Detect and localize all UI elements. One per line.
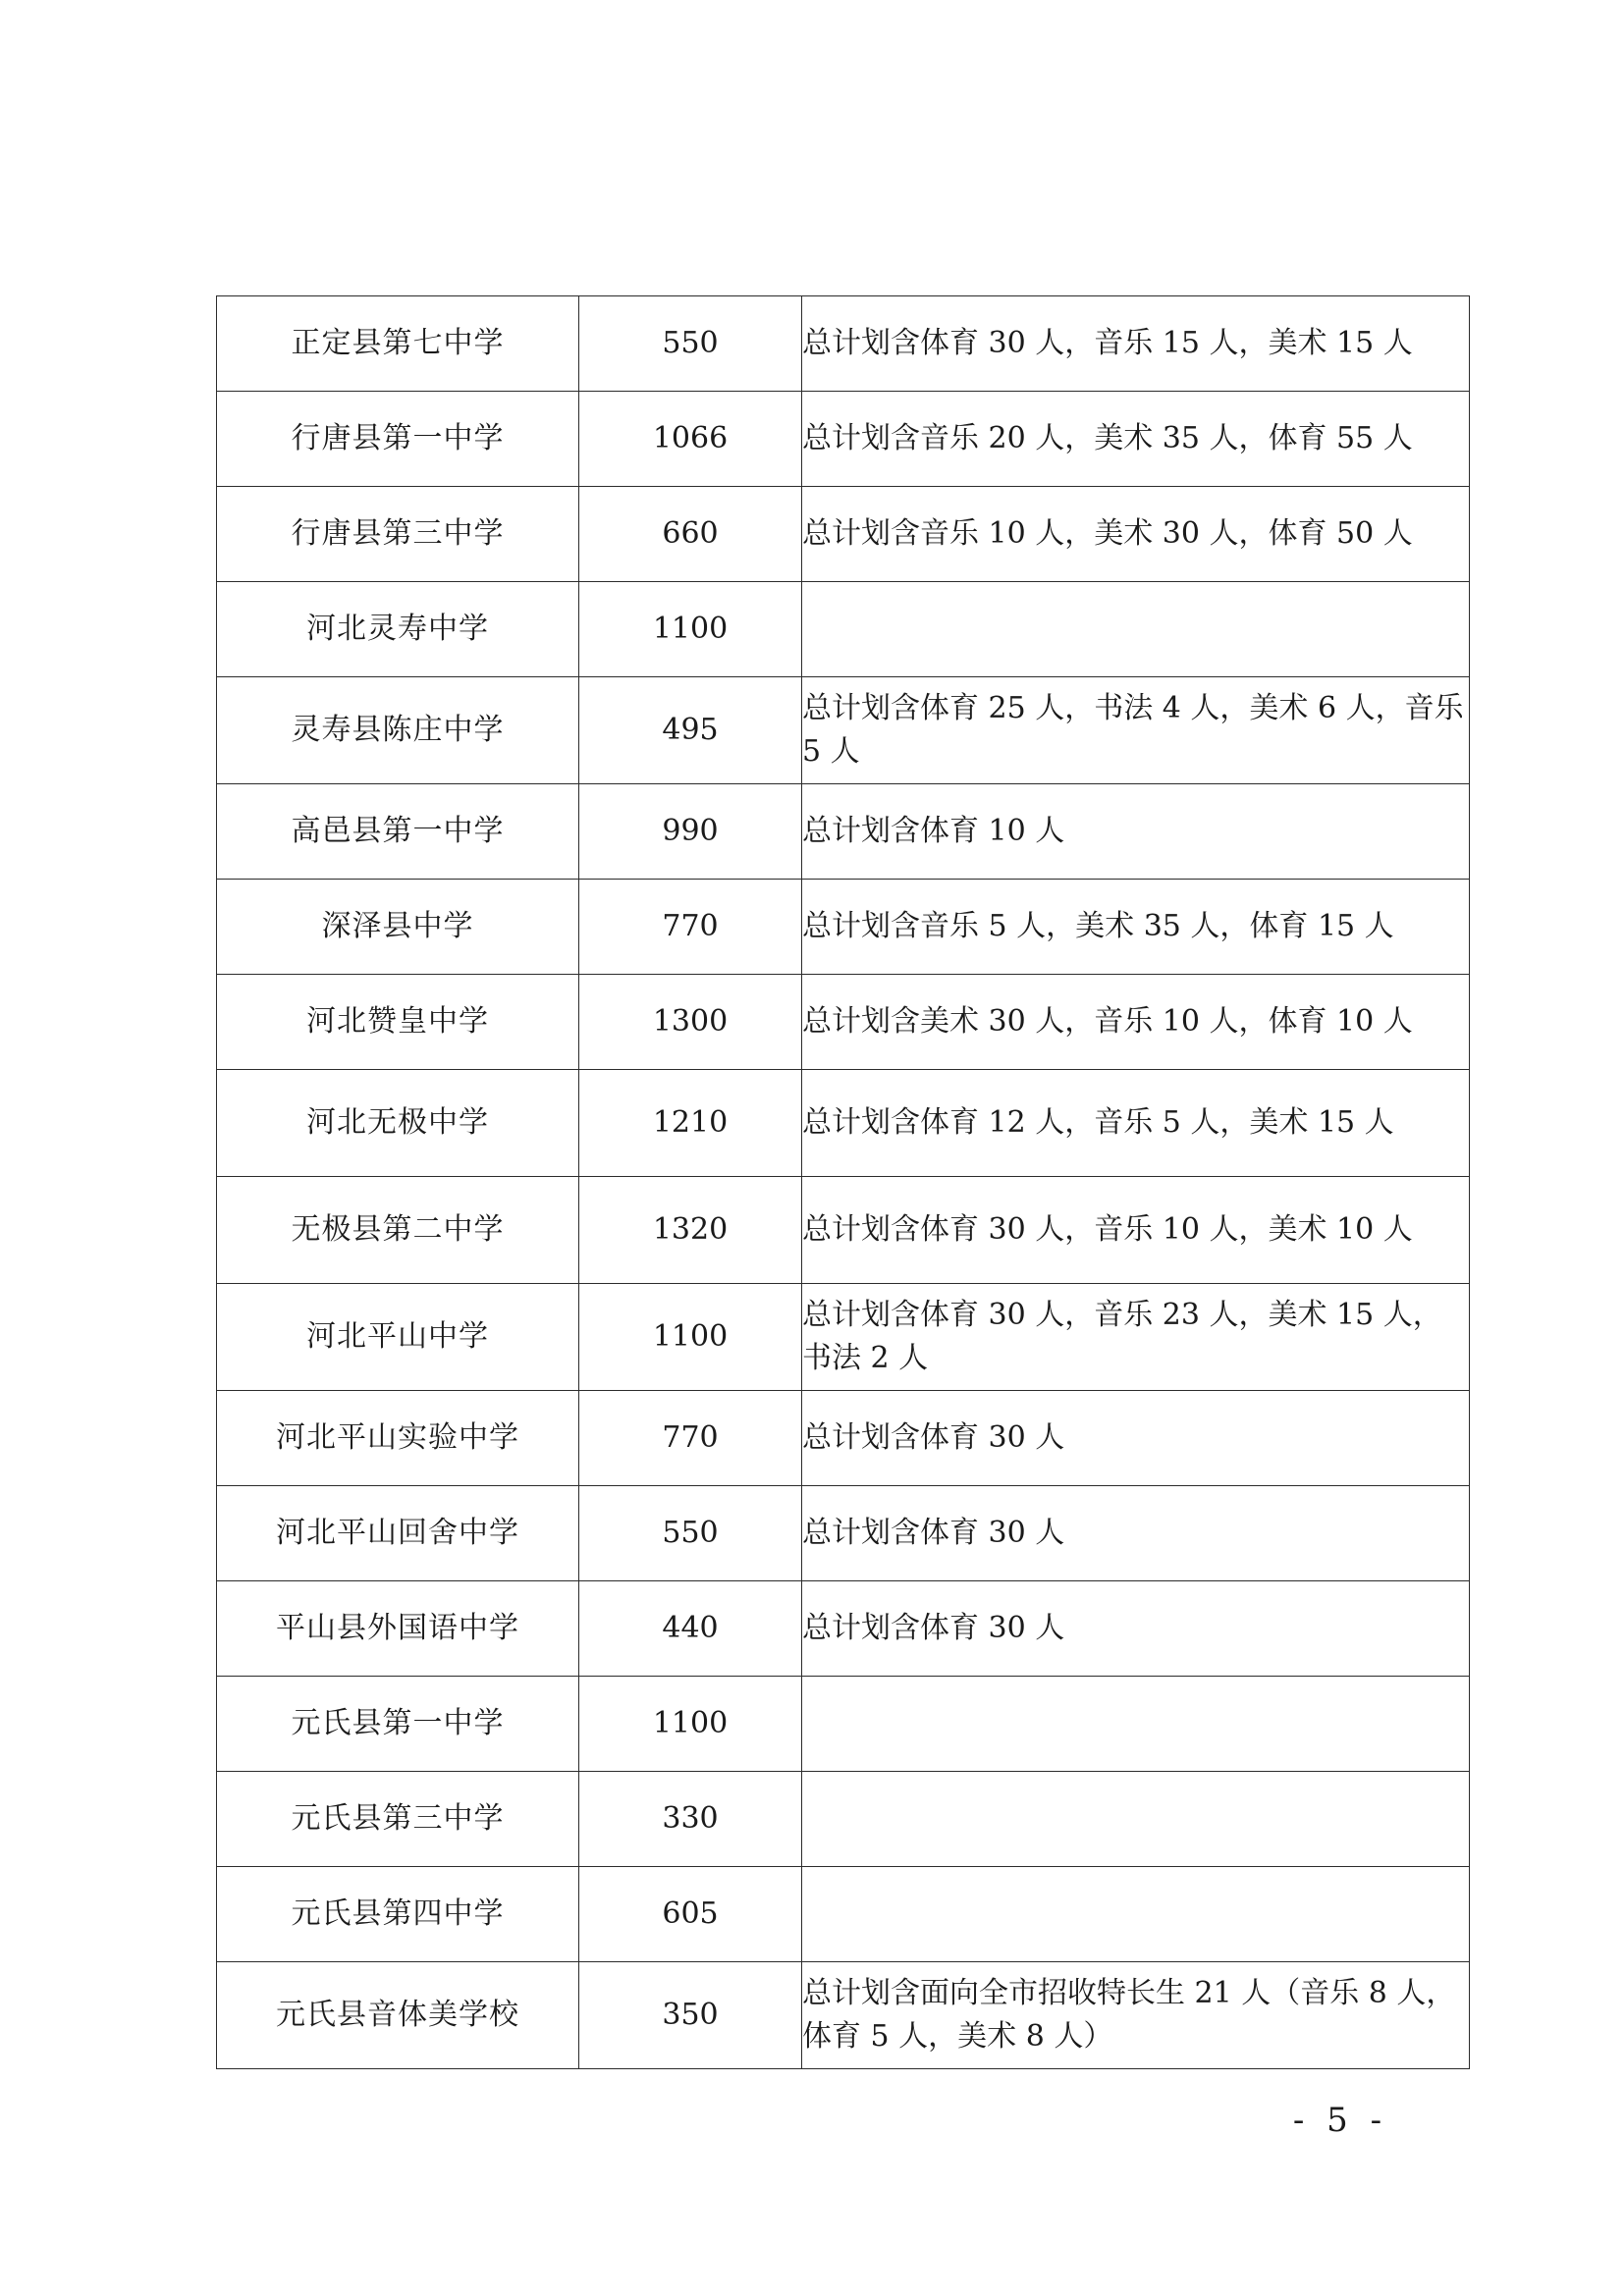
enrollment-count: 1210 [579,1070,802,1177]
table-row [217,1677,1470,1772]
remark: 总计划含音乐 20 人，美术 35 人，体育 55 人 [802,392,1470,487]
table-row [217,1391,1470,1486]
remark: 总计划含体育 30 人，音乐 15 人，美术 15 人 [802,296,1470,392]
remark: 总计划含体育 12 人，音乐 5 人，美术 15 人 [802,1070,1470,1177]
table-row [217,880,1470,975]
school-name: 河北赞皇中学 [217,975,579,1070]
enrollment-count: 770 [579,880,802,975]
remark: 总计划含体育 30 人 [802,1486,1470,1581]
enrollment-count: 495 [579,677,802,784]
remark: 总计划含音乐 10 人，美术 30 人，体育 50 人 [802,487,1470,582]
enrollment-count: 1100 [579,1284,802,1391]
table-row [217,677,1470,784]
enrollment-count: 350 [579,1962,802,2069]
remark: 总计划含面向全市招收特长生 21 人（音乐 8 人，体育 5 人，美术 8 人） [802,1962,1470,2069]
remark [802,1772,1470,1867]
enrollment-count: 1300 [579,975,802,1070]
enrollment-count: 660 [579,487,802,582]
remark: 总计划含体育 30 人 [802,1581,1470,1677]
enrollment-count: 1100 [579,1677,802,1772]
table-row [217,1070,1470,1177]
table-row [217,296,1470,392]
table-row [217,975,1470,1070]
remark [802,1677,1470,1772]
remark: 总计划含体育 30 人 [802,1391,1470,1486]
remark: 总计划含美术 30 人，音乐 10 人，体育 10 人 [802,975,1470,1070]
enrollment-count: 605 [579,1867,802,1962]
school-name: 元氏县第一中学 [217,1677,579,1772]
remark: 总计划含体育 30 人，音乐 10 人，美术 10 人 [802,1177,1470,1284]
enrollment-count: 440 [579,1581,802,1677]
remark [802,582,1470,677]
school-name: 河北平山实验中学 [217,1391,579,1486]
school-name: 元氏县第四中学 [217,1867,579,1962]
remark [802,1867,1470,1962]
school-name: 河北无极中学 [217,1070,579,1177]
remark: 总计划含体育 10 人 [802,784,1470,880]
table-row [217,1581,1470,1677]
table-row [217,1284,1470,1391]
page-number: - 5 - [1292,2101,1388,2140]
remark: 总计划含音乐 5 人，美术 35 人，体育 15 人 [802,880,1470,975]
enrollment-count: 1320 [579,1177,802,1284]
school-name: 行唐县第三中学 [217,487,579,582]
enrollment-count: 330 [579,1772,802,1867]
enrollment-count: 550 [579,1486,802,1581]
enrollment-count: 1100 [579,582,802,677]
enrollment-count: 1066 [579,392,802,487]
table-row [217,1486,1470,1581]
school-name: 灵寿县陈庄中学 [217,677,579,784]
enrollment-count: 550 [579,296,802,392]
enrollment-count: 770 [579,1391,802,1486]
remark: 总计划含体育 30 人，音乐 23 人，美术 15 人，书法 2 人 [802,1284,1470,1391]
table-row [217,784,1470,880]
school-name: 河北平山回舍中学 [217,1486,579,1581]
enrollment-count: 990 [579,784,802,880]
enrollment-plan-table [216,295,1470,2069]
school-name: 高邑县第一中学 [217,784,579,880]
table-row [217,1177,1470,1284]
school-name: 行唐县第一中学 [217,392,579,487]
school-name: 河北平山中学 [217,1284,579,1391]
table-row [217,1962,1470,2069]
school-name: 元氏县第三中学 [217,1772,579,1867]
school-name: 正定县第七中学 [217,296,579,392]
school-name: 无极县第二中学 [217,1177,579,1284]
school-name: 河北灵寿中学 [217,582,579,677]
table-row [217,392,1470,487]
school-name: 元氏县音体美学校 [217,1962,579,2069]
remark: 总计划含体育 25 人，书法 4 人，美术 6 人，音乐 5 人 [802,677,1470,784]
school-name: 深泽县中学 [217,880,579,975]
table-row [217,1867,1470,1962]
table-row [217,1772,1470,1867]
table-row [217,487,1470,582]
school-name: 平山县外国语中学 [217,1581,579,1677]
table-row [217,582,1470,677]
